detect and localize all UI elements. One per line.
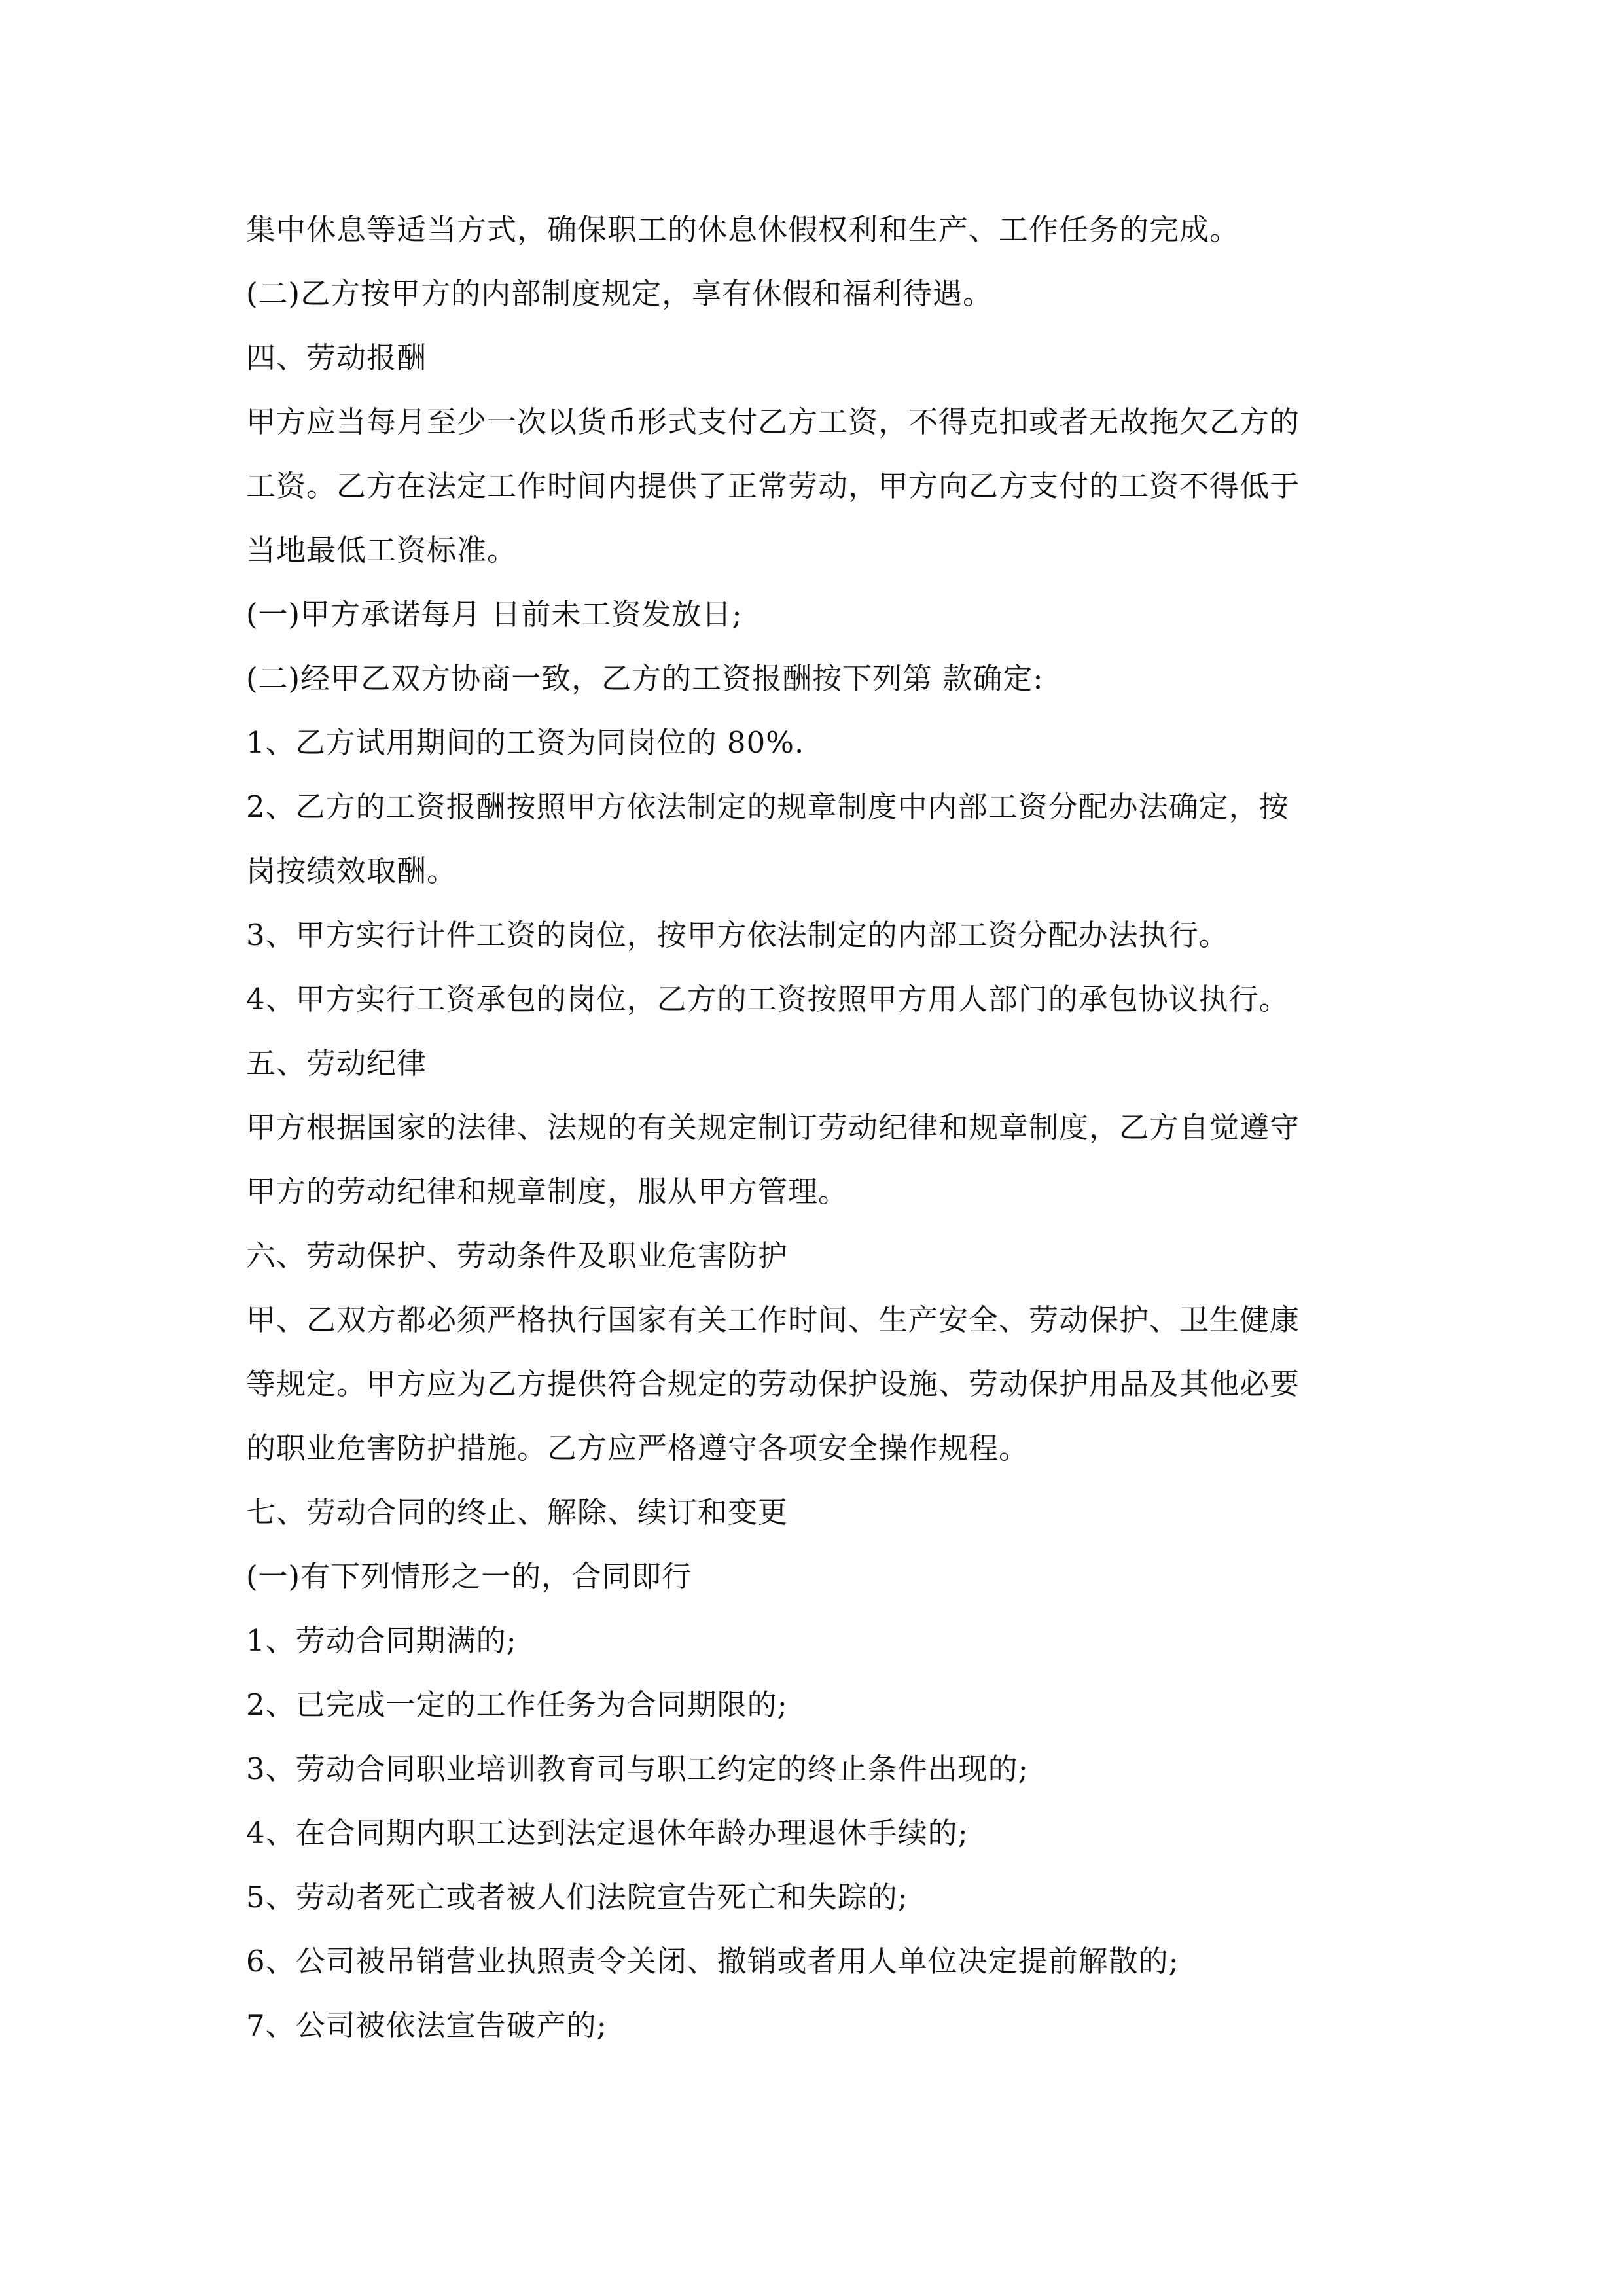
list-item: 2、乙方的工资报酬按照甲方依法制定的规章制度中内部工资分配办法确定，按: [246, 789, 1289, 824]
list-item: 3、甲方实行计件工资的岗位，按甲方依法制定的内部工资分配办法执行。: [246, 918, 1229, 952]
text-line: 等规定。甲方应为乙方提供符合规定的劳动保护设施、劳动保护用品及其他必要: [246, 1367, 1300, 1401]
list-item: 7、公司被依法宣告破产的;: [246, 2008, 607, 2043]
clause-line: (一)甲方承诺每月 日前未工资发放日;: [246, 597, 743, 632]
list-item: 1、乙方试用期间的工资为同岗位的 80%.: [246, 725, 805, 760]
text-line: 甲方的劳动纪律和规章制度，服从甲方管理。: [246, 1174, 849, 1209]
text-line: 工资。乙方在法定工作时间内提供了正常劳动，甲方向乙方支付的工资不得低于: [246, 469, 1300, 503]
document-body: [246, 198, 1385, 2058]
text-line: 当地最低工资标准。: [246, 533, 518, 567]
list-item: 3、劳动合同职业培训教育司与职工约定的终止条件出现的;: [246, 1751, 1029, 1786]
text-line: 岗按绩效取酬。: [246, 853, 457, 888]
text-line: 甲、乙双方都必须严格执行国家有关工作时间、生产安全、劳动保护、卫生健康: [246, 1302, 1300, 1337]
text-line: 的职业危害防护措施。乙方应严格遵守各项安全操作规程。: [246, 1431, 1029, 1465]
list-item: 4、甲方实行工资承包的岗位，乙方的工资按照甲方用人部门的承包协议执行。: [246, 982, 1289, 1016]
text-line: 甲方应当每月至少一次以货币形式支付乙方工资，不得克扣或者无故拖欠乙方的: [246, 404, 1300, 439]
list-item: 1、劳动合同期满的;: [246, 1623, 517, 1658]
clause-line: (二)乙方按甲方的内部制度规定，享有休假和福利待遇。: [246, 276, 993, 311]
clause-line: (二)经甲乙双方协商一致，乙方的工资报酬按下列第 款确定:: [246, 661, 1044, 696]
clause-line: (一)有下列情形之一的，合同即行: [246, 1559, 692, 1594]
section-heading: 五、劳动纪律: [246, 1046, 427, 1081]
text-line: 甲方根据国家的法律、法规的有关规定制订劳动纪律和规章制度，乙方自觉遵守: [246, 1110, 1300, 1145]
section-heading: 六、劳动保护、劳动条件及职业危害防护: [246, 1238, 789, 1273]
list-item: 2、已完成一定的工作任务为合同期限的;: [246, 1687, 788, 1722]
text-line: 集中休息等适当方式，确保职工的休息休假权利和生产、工作任务的完成。: [246, 212, 1240, 247]
section-heading: 四、劳动报酬: [246, 340, 427, 375]
section-heading: 七、劳动合同的终止、解除、续订和变更: [246, 1495, 789, 1530]
list-item: 5、劳动者死亡或者被人们法院宣告死亡和失踪的;: [246, 1880, 908, 1914]
list-item: 4、在合同期内职工达到法定退休年龄办理退休手续的;: [246, 1816, 969, 1850]
list-item: 6、公司被吊销营业执照责令关闭、撤销或者用人单位决定提前解散的;: [246, 1944, 1179, 1979]
